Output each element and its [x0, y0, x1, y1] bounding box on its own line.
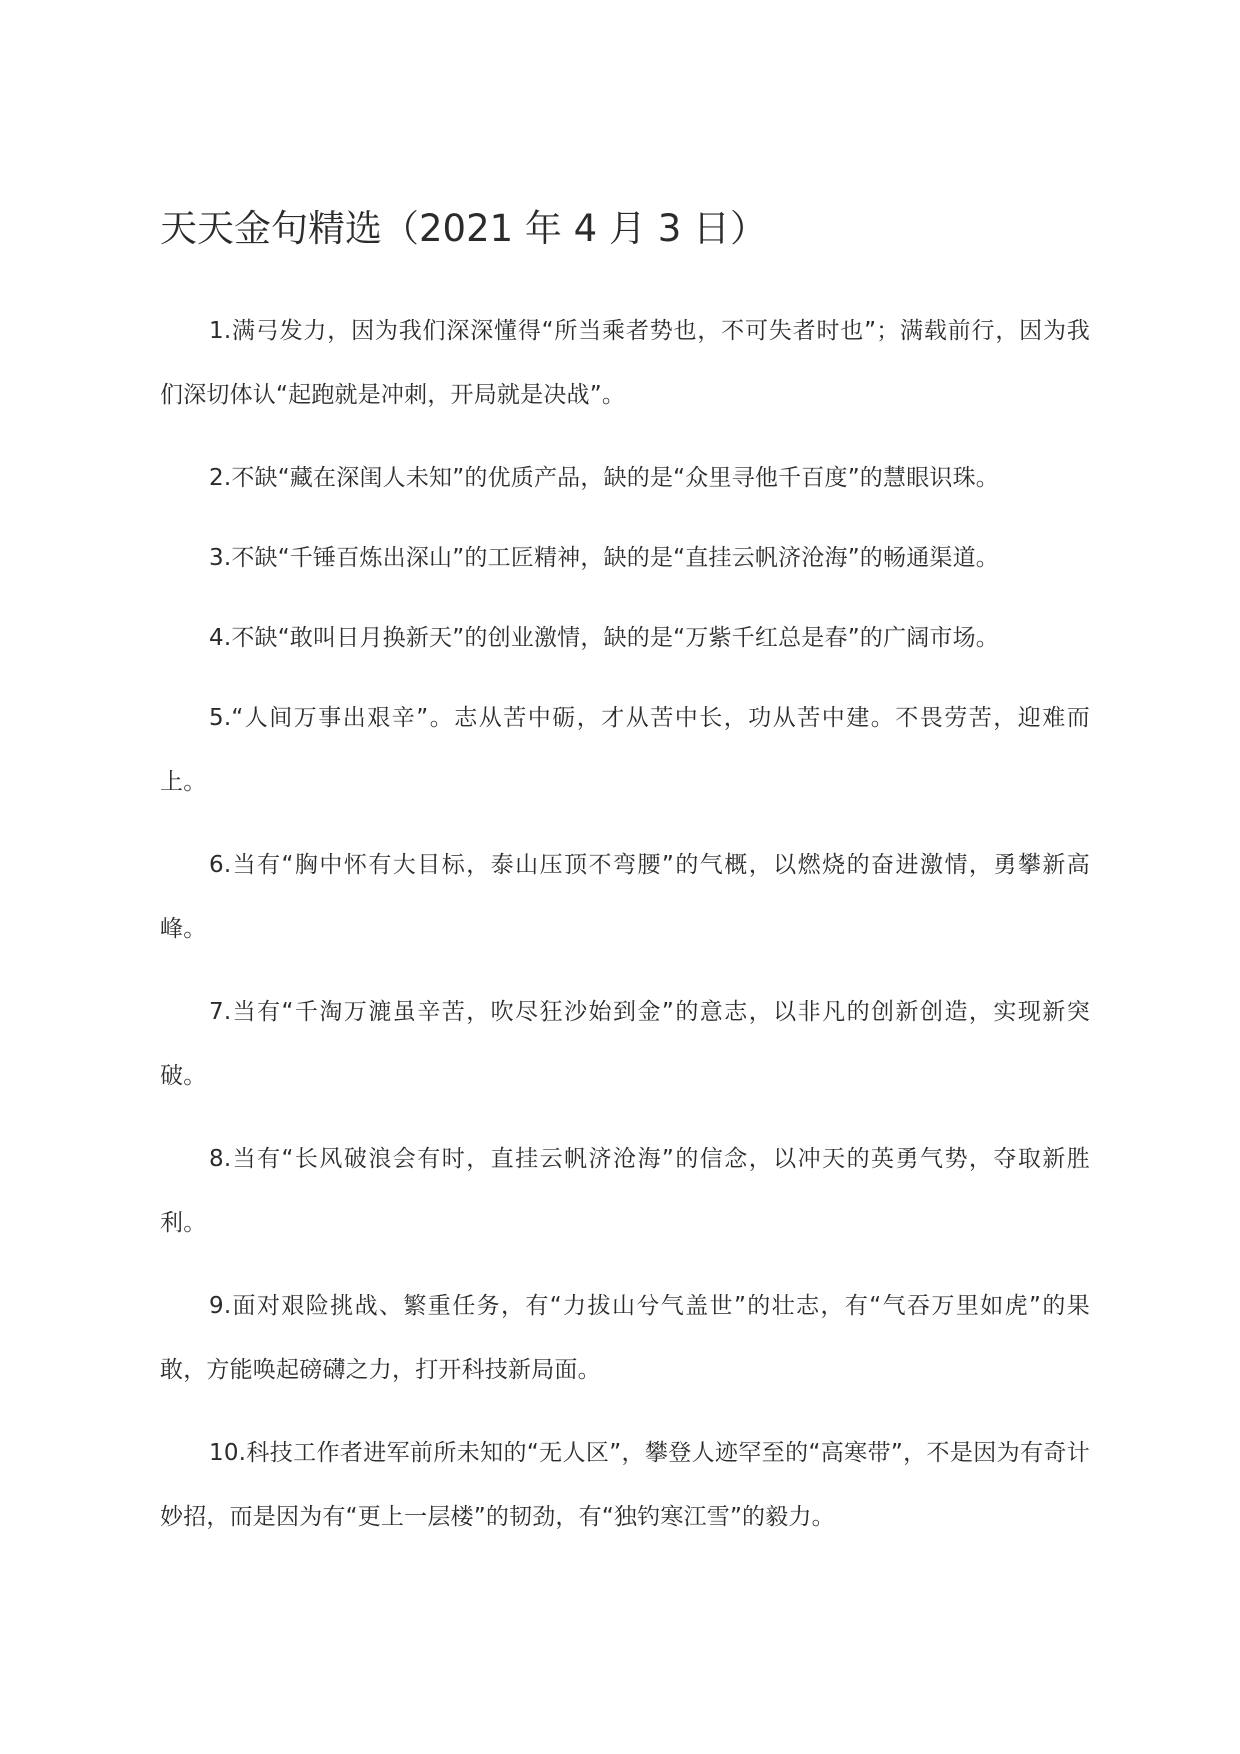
paragraph-3: 3.不缺“千锤百炼出深山”的工匠精神，缺的是“直挂云帆济沧海”的畅通渠道。 [209, 545, 1000, 571]
paragraph-10: 10.科技工作者进军前所未知的“无人区”，攀登人迹罕至的“高寒带”，不是因为有奇计妙招，而是因为有“更上一层楼”的韧劲，有“独钓寒江雪”的毅力。 [160, 1440, 1090, 1530]
paragraph-8: 8.当有“长风破浪会有时，直挂云帆济沧海”的信念，以冲天的英勇气势，夺取新胜利。 [160, 1146, 1090, 1236]
paragraph-1: 1.满弓发力，因为我们深深懂得“所当乘者势也，不可失者时也”；满载前行，因为我们深切体认“起跑就是冲刺，开局就是决战”。 [160, 318, 1090, 408]
paragraph-2: 2.不缺“藏在深闺人未知”的优质产品，缺的是“众里寻他千百度”的慧眼识珠。 [209, 465, 1000, 491]
paragraph-4: 4.不缺“敢叫日月换新天”的创业激情，缺的是“万紫千红总是春”的广阔市场。 [209, 625, 1000, 651]
paragraph-5: 5.“人间万事出艰辛”。志从苦中砺，才从苦中长，功从苦中建。不畏劳苦，迎难而上。 [160, 705, 1090, 795]
paragraph-6: 6.当有“胸中怀有大目标，泰山压顶不弯腰”的气概，以燃烧的奋进激情，勇攀新高峰。 [160, 852, 1090, 942]
paragraph-7: 7.当有“千淘万漉虽辛苦，吹尽狂沙始到金”的意志，以非凡的创新创造，实现新突破。 [160, 999, 1090, 1089]
paragraph-9: 9.面对艰险挑战、繁重任务，有“力拔山兮气盖世”的壮志，有“气吞万里如虎”的果敢，方能唤起磅礴之力，打开科技新局面。 [160, 1293, 1090, 1383]
document-title: 天天金句精选（2021 年 4 月 3 日） [160, 207, 768, 250]
